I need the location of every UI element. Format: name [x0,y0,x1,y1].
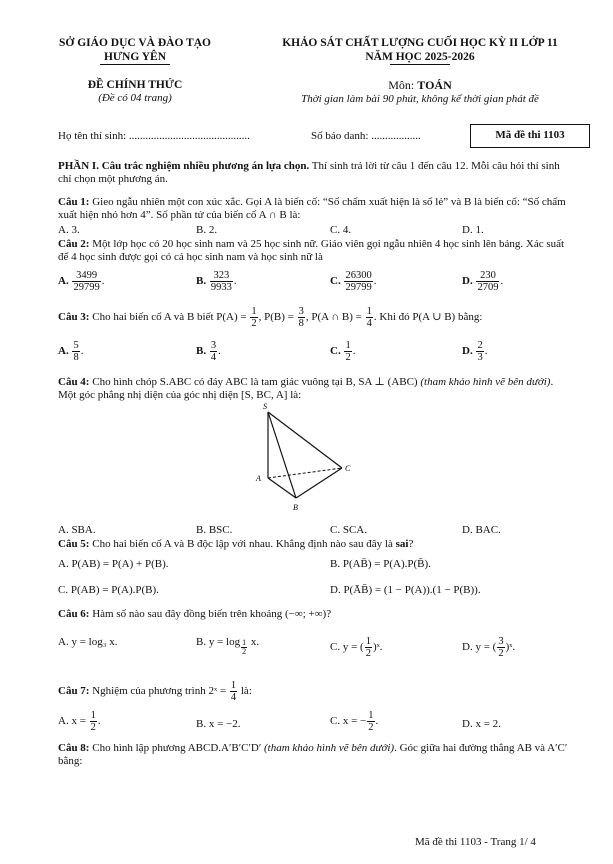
q7-eq-num: 1 [230,680,237,691]
student-name-field: Họ tên thí sinh: ............................................ [58,130,250,142]
q2-option-a: A. $\frac{3499}{29799}$ . [58,270,105,294]
q2-c-num: 26300 [345,270,372,281]
q6-text: Hàm số nào sau đây đồng biến trên khoảng (−∞; +∞)? [89,608,332,620]
question-6 [58,608,572,621]
q4-option-b: B. BSC. [196,524,233,536]
question-1 [58,196,572,223]
question-2 [58,238,572,265]
q7-c-text: C. x = − [330,715,367,728]
q7-label: Câu 7: [58,685,90,698]
q3-pb-num: 3 [298,306,304,317]
q7-a-text: A. x = [58,715,89,728]
q2-b-den: 9933 [210,282,232,294]
q3-text-a: Cho hai biến cố A và B biết P(A) = [89,311,250,324]
q2-letter-d: D. [462,275,473,288]
question-7 [58,680,572,703]
exam-code-box: Mã đề thi 1103 [470,124,590,148]
part1-heading [58,160,572,187]
q2-d-num: 230 [476,270,499,282]
edge-ab [268,478,296,498]
q3-letter-b: B. [196,345,207,358]
q5-text-bold: sai [395,538,409,550]
q6-label: Câu 6: [58,608,90,620]
q3-option-a: A. $\frac{5}{8}$ . [58,340,84,364]
q4-text2: . Một góc phẳng nhị diện của góc nhị diện [S, BC, A] là: [58,376,554,402]
q6-c-text: C. y = ( [330,641,364,654]
q5-label: Câu 5: [58,538,90,550]
q3-a-den: 8 [73,352,79,364]
q1-label: Câu 1: [58,196,90,208]
page-footer: Mã đề thi 1103 - Trang 1/ 4 [415,836,536,848]
province-name: HƯNG YÊN [103,51,167,63]
edge-bc [296,468,342,498]
q6-b-sub-num: 1 [242,637,247,647]
q2-a-den: 29799 [73,282,100,294]
q3-label: Câu 3: [58,311,90,324]
q3-option-d: D. $\frac{2}{3}$ . [462,340,488,364]
q6-d-den: 2 [498,648,504,660]
q7-option-d: D. x = 2. [462,718,501,730]
q2-text: Một lớp học có 20 học sinh nam và 25 học sinh nữ. Giáo viên gọi ngẫu nhiên 4 học sinh lên bảng. Xác suất để 4 học sinh được gọi có cả học sinh nam và học sinh nữ là [58,238,565,264]
time-limit: Thời gian làm bài 90 phút, không kể thời gian phát đề [301,93,539,105]
q5-option-c: C. P(AB) = P(A).P(B). [58,584,159,596]
q7-option-c [330,710,378,733]
q3-b-num: 3 [210,340,217,351]
q7-c-end: . [375,715,379,728]
q6-d-num: 3 [498,636,504,647]
subject-name: TOÁN [417,78,452,92]
q6-option-d [462,636,515,659]
edge-ac [268,468,342,478]
q5-option-a: A. P(AB) = P(A) + P(B). [58,558,169,570]
q3-c-num: 1 [345,340,351,351]
question-4 [58,376,572,403]
q4-label: Câu 4: [58,376,90,388]
official-label: ĐỀ CHÍNH THỨC [87,79,183,91]
part1-title: PHẦN I. Câu trắc nghiệm nhiều phương án lựa chọn. [58,160,310,172]
question-3 [58,306,572,329]
question-8 [58,742,572,769]
edge-sc [268,412,342,468]
q8-label: Câu 8: [58,742,90,754]
q4-option-c: C. SCA. [330,524,367,536]
q2-letter-a: A. [58,275,69,288]
q4-text: Cho hình chóp S.ABC có đáy ABC là tam giác vuông tại B, SA ⊥ (ABC) [89,376,421,388]
q3-text-c: , P(A ∩ B) = [305,311,365,324]
q3-c-den: 2 [345,352,351,364]
q6-option-c [330,636,383,659]
q3-d-num: 2 [477,340,483,351]
q2-c-den: 29799 [345,282,372,294]
q6-b-text: B. y = log [196,636,241,648]
q4-option-a: A. SBA. [58,524,96,536]
q2-option-d: D. $\frac{230}{2709}$ . [462,270,504,294]
q7-text-end: là: [238,685,252,698]
q4-option-d: D. BAC. [462,524,501,536]
q1-text: Gieo ngẫu nhiên một con xúc xắc. Gọi A là biến cố: “Số chấm xuất hiện là số lẻ” và B là biến cố: “Số chấm xuất hiện nhỏ hơn 4”. Số phần tử của biến cố A ∩ B là: [58,196,566,222]
q2-option-c: C. $\frac{26300}{29799}$ . [330,270,377,294]
q3-text-d: . Khi đó P(A ∪ B) bằng: [373,311,483,324]
q7-a-end: . [97,715,101,728]
q5-text-end: ? [408,538,414,550]
q5-text: Cho hai biến cố A và B độc lập với nhau. Khẳng định nào sau đây là [89,538,396,550]
q3-pb-den: 8 [298,318,304,330]
page-count: (Đề có 04 trang) [98,92,172,104]
q6-option-a: A. y = log₃ x. [58,636,118,648]
q2-letter-b: B. [196,275,207,288]
q3-option-c: C. $\frac{1}{2}$ . [330,340,356,364]
q6-d-text: D. y = ( [462,641,497,654]
q3-pa-den: 2 [251,318,257,330]
q3-pab-den: 4 [366,318,372,330]
q6-option-b [196,636,259,656]
q1-option-a: A. 3. [58,224,80,236]
q3-letter-a: A. [58,345,69,358]
q3-letter-d: D. [462,345,473,358]
q2-b-num: 323 [210,270,233,282]
q3-letter-c: C. [330,345,341,358]
q6-b-sub-den: 2 [242,647,247,656]
q7-a-den: 2 [90,722,96,734]
q6-c-end: )ˣ. [372,641,383,654]
pyramid-figure [250,400,370,520]
q2-a-num: 3499 [72,270,100,282]
q7-c-den: 2 [368,722,374,734]
q6-d-end: )ˣ. [505,641,516,654]
q6-c-num: 1 [365,636,371,647]
q2-letter-c: C. [330,275,341,288]
q7-option-a [58,710,101,733]
header-rule-right [390,64,450,65]
q4-note: (tham khảo hình vẽ bên dưới) [420,376,551,388]
q8-text: Cho hình lập phương ABCD.A′B′C′D′ [89,742,264,754]
q3-a-num: 5 [73,340,79,351]
q7-option-b: B. x = −2. [196,718,241,730]
label-a: A [256,474,261,483]
q2-option-b: B. $\frac{323}{9933}$ . [196,270,237,294]
q3-text-b: , P(B) = [258,311,297,324]
q7-a-num: 1 [90,710,96,721]
student-id-field: Số báo danh: .................. [311,130,421,142]
question-5 [58,538,572,551]
q3-d-den: 3 [477,352,483,364]
q1-option-d: D. 1. [462,224,484,236]
header-rule [100,64,170,65]
label-b: B [293,503,298,512]
q2-d-den: 2709 [477,282,499,294]
q6-b-end: x. [248,636,260,648]
q5-option-d: D. P(ĀB̄) = (1 − P(A)).(1 − P(B)). [330,584,481,596]
label-c: C [345,464,351,473]
dept-name: SỞ GIÁO DỤC VÀ ĐÀO TẠO [59,37,211,49]
q7-eq-den: 4 [230,692,237,704]
q7-c-num: 1 [368,710,374,721]
edge-sb [268,412,296,498]
subject-label: Môn: [388,78,418,92]
q3-b-den: 4 [210,352,217,364]
exam-title: KHẢO SÁT CHẤT LƯỢNG CUỐI HỌC KỲ II LỚP 11 [282,37,558,49]
q8-note: (tham khảo hình vẽ bên dưới) [264,742,395,754]
q3-pab-num: 1 [366,306,372,317]
subject-line [245,78,595,93]
label-s: S [263,402,267,411]
q7-text: Nghiệm của phương trình 2ˣ = [89,685,229,698]
part1-desc: Thí sinh trả lời từ câu 1 đến câu 12. Mỗi câu hỏi thí sinh chỉ chọn một phương án. [58,160,560,186]
q8-text2: . Góc giữa hai đường thẳng AB và A′C′ bằng: [58,742,568,768]
q1-option-c: C. 4. [330,224,352,236]
q5-option-b: B. P(AB̄) = P(A).P(B̄). [330,558,431,570]
q3-option-b: B. $\frac{3}{4}$ . [196,340,221,364]
q3-pa-num: 1 [251,306,257,317]
q6-c-den: 2 [365,648,371,660]
q1-option-b: B. 2. [196,224,218,236]
school-year: NĂM HỌC 2025-2026 [365,51,475,63]
q2-label: Câu 2: [58,238,90,250]
